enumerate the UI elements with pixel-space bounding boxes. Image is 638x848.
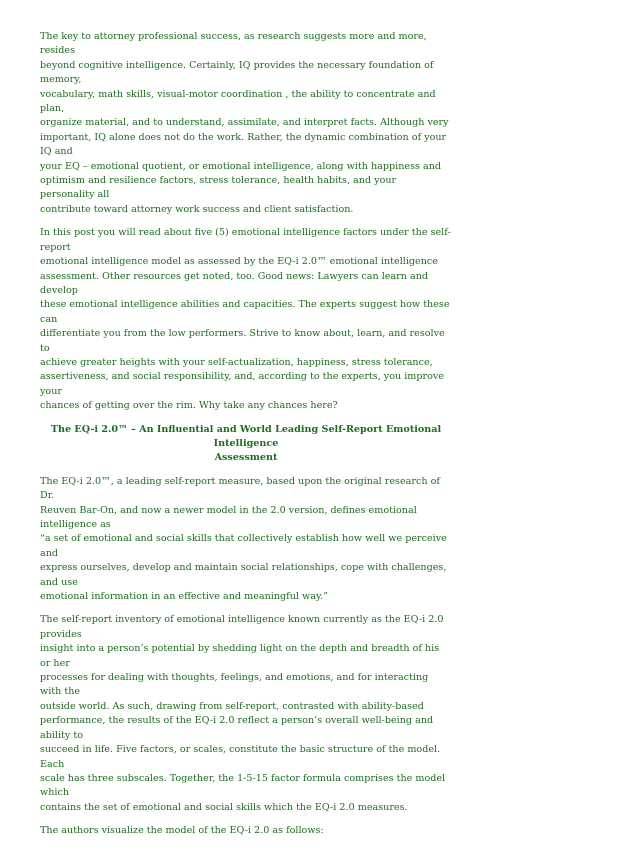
- document-body: [40, 30, 452, 848]
- paragraph-five-factors: In this post you will read about five (5) emotional intelligence factors under the self-report emotional intelligence model as assessed by the EQ-i 2.0™ emotional intelligence assessment. Other resources get noted, too. Good news: Lawyers can learn and develop these emotional intelligence abilities and capacities. The experts suggest how these can differentiate you from the low performers. Strive to know about, learn, and resolve to achieve greater heights with your self-actualization, happiness, stress tolerance, assertiveness, and social responsibility, and, according to the experts, you improve your chances of getting over the rim. Why take any chances here?: [40, 227, 451, 412]
- paragraph-visualize: The authors visualize the model of the EQ-i 2.0 as follows:: [40, 825, 324, 837]
- section-heading: The EQ-i 2.0™ – An Influential and World Leading Self-Report Emotional Intelligence Assessment: [50, 423, 442, 464]
- paragraph-definition: The EQ-i 2.0™, a leading self-report measure, based upon the original research of Dr. Reuven Bar-On, and now a newer model in the 2.0 version, defines emotional intelligence as “a set of emotional and social skills that collectively establish how well we perceive and express ourselves, develop and maintain social relationships, cope with challenges, and use emotional information in an effective and meaningful way.”: [40, 475, 447, 603]
- paragraph-intro: The key to attorney professional success, as research suggests more and more, resides beyond cognitive intelligence. Certainly, IQ provides the necessary foundation of memory, vocabulary, math skills, visual-motor coordination , the ability to concentrate and plan, organize material, and to understand, assimilate, and interpret facts. Although very important, IQ alone does not do the work. Rather, the dynamic combination of your IQ and your EQ – emotional quotient, or emotional intelligence, along with happiness and optimism and resilience factors, stress tolerance, health habits, and your personality all contribute toward attorney work success and client satisfaction.: [40, 31, 449, 215]
- paragraph-inventory: The self-report inventory of emotional intelligence known currently as the EQ-i 2.0 provides insight into a person’s potential by shedding light on the depth and breadth of his or her processes for dealing with thoughts, feelings, and emotions, and for interacting with the outside world. As such, drawing from self-report, contrasted with ability-based performance, the results of the EQ-i 2.0 reflect a person’s overall well-being and ability to succeed in life. Five factors, or scales, constitute the basic structure of the model. Each scale has three subscales. Together, the 1-5-15 factor formula comprises the model which contains the set of emotional and social skills which the EQ-i 2.0 measures.: [40, 614, 446, 813]
